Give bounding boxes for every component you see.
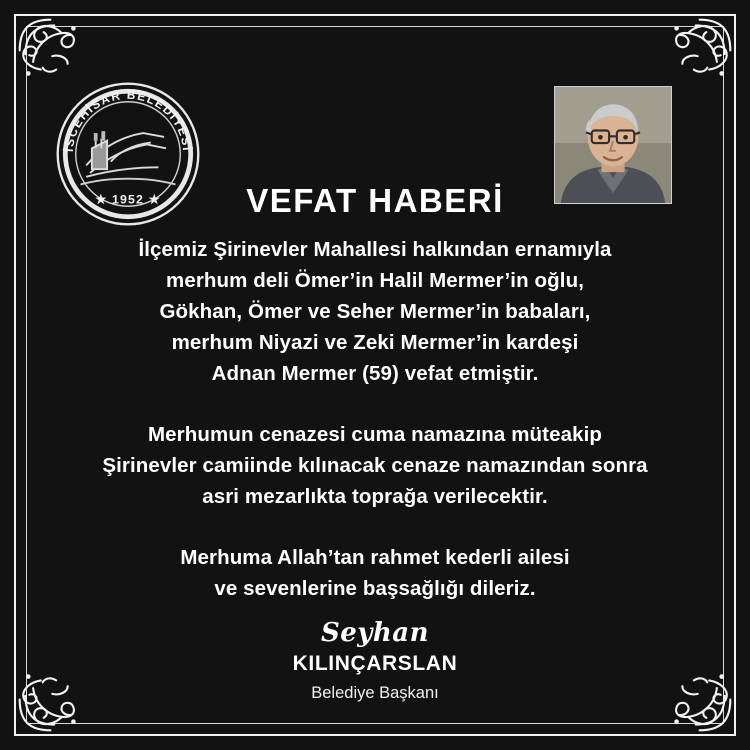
svg-text:★ 1952 ★: ★ 1952 ★ bbox=[95, 192, 161, 207]
svg-text:İSCEHİSAR BELEDİYESİ: İSCEHİSAR BELEDİYESİ bbox=[61, 87, 195, 153]
page-title: VEFAT HABERİ bbox=[246, 182, 504, 219]
paragraph-announcement bbox=[60, 234, 690, 389]
text-line: asri mezarlıkta toprağa verilecektir. bbox=[202, 485, 548, 508]
signature-surname: KILINÇARSLAN bbox=[292, 652, 458, 675]
text-line: Şirinevler camiinde kılınacak cenaze namazından sonra bbox=[102, 454, 648, 477]
paragraph-funeral-details bbox=[60, 419, 690, 512]
text-line: merhum deli Ömer’in Halil Mermer’in oğlu, bbox=[166, 269, 584, 292]
text-line: Gökhan, Ömer ve Seher Mermer’in babaları, bbox=[159, 300, 591, 323]
signature-title: Belediye Başkanı bbox=[311, 684, 439, 702]
signature-script-name: Seyhan bbox=[320, 618, 430, 648]
paragraph-condolences bbox=[60, 542, 690, 604]
text-line: Merhumun cenazesi cuma namazına müteakip bbox=[148, 423, 602, 446]
text-line: Adnan Mermer (59) vefat etmiştir. bbox=[211, 362, 539, 385]
signature-block bbox=[0, 618, 750, 705]
text-line: Merhuma Allah’tan rahmet kederli ailesi bbox=[180, 546, 570, 569]
text-line: merhum Niyazi ve Zeki Mermer’in kardeşi bbox=[171, 331, 579, 354]
text-line: İlçemiz Şirinevler Mahallesi halkından ernamıyla bbox=[138, 238, 612, 261]
text-line: ve sevenlerine başsağlığı dileriz. bbox=[214, 577, 536, 600]
announcement-body bbox=[60, 234, 690, 604]
